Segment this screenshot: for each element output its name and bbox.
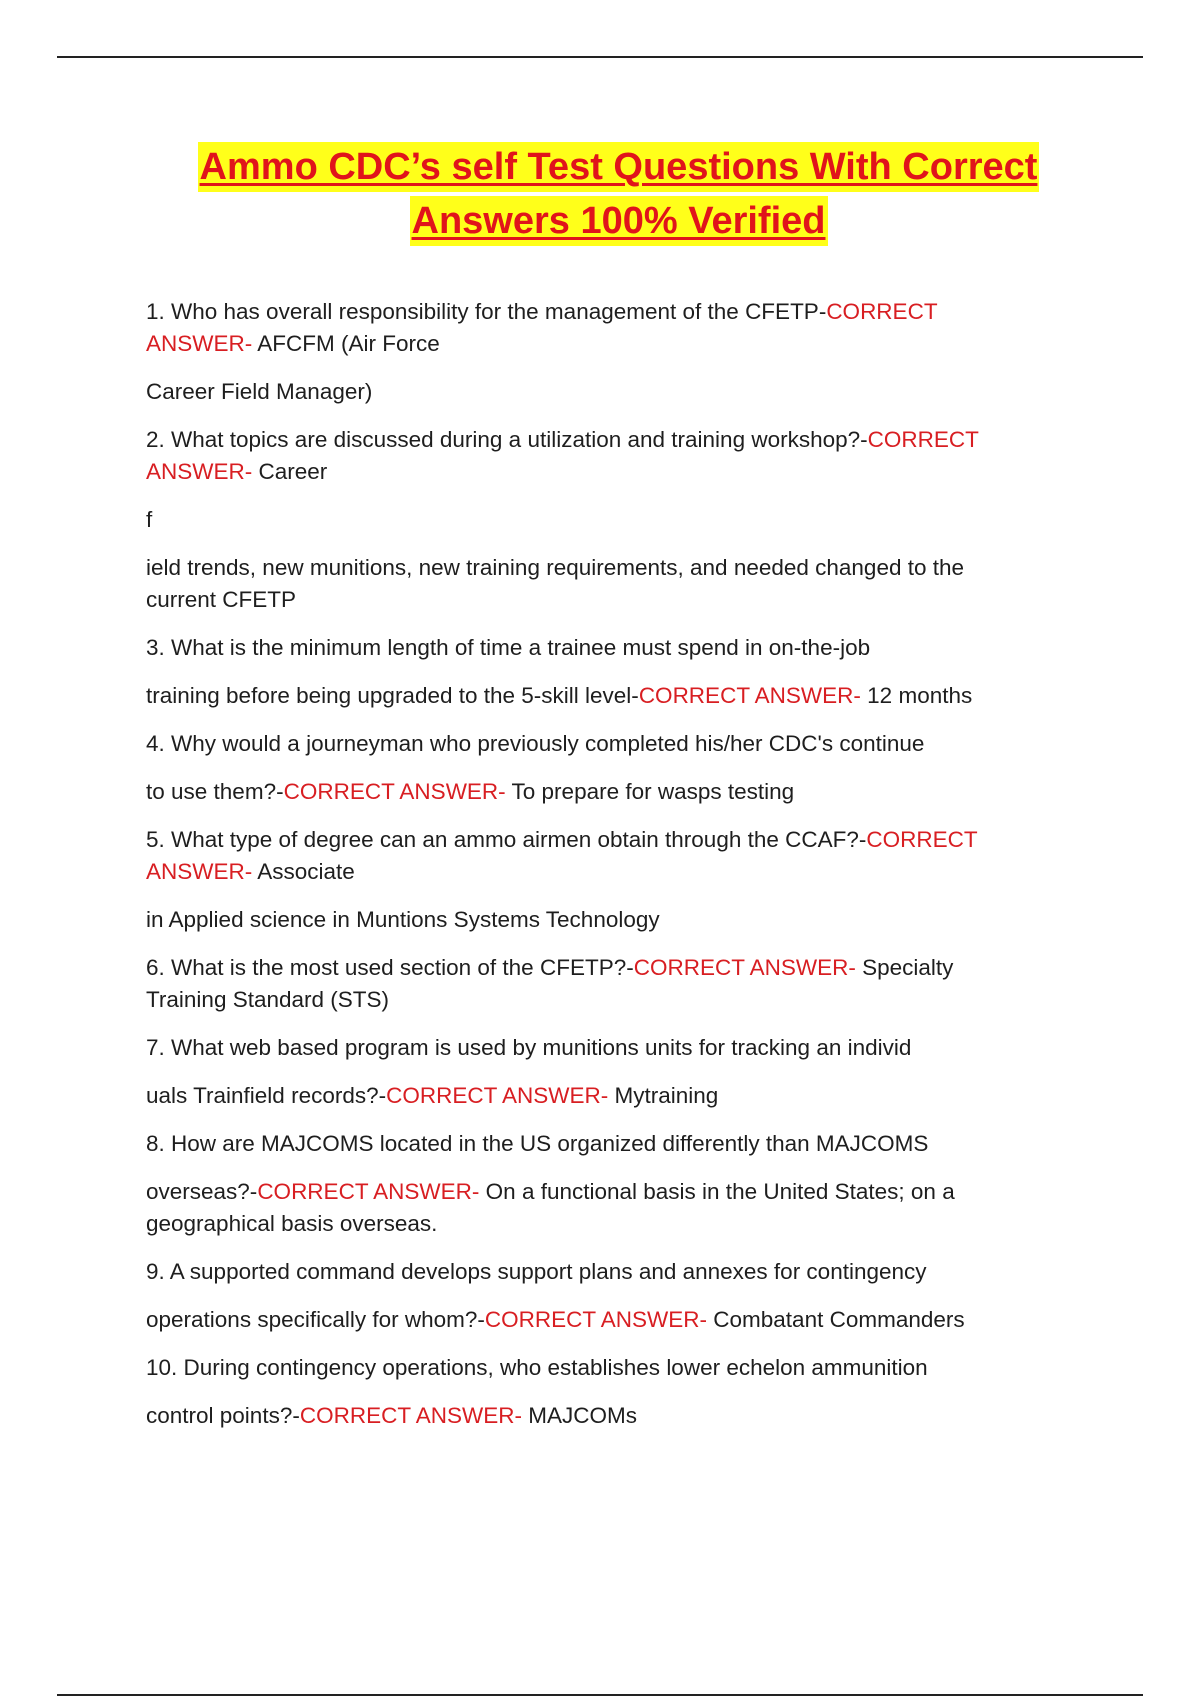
- text-line: [146, 904, 660, 936]
- text-line: [146, 1208, 437, 1240]
- text-segment: geographical basis overseas.: [146, 1211, 438, 1236]
- correct-answer-marker: CORRECT: [867, 427, 979, 452]
- text-segment: 10. During contingency operations, who establishes lower echelon ammunition: [146, 1355, 928, 1380]
- correct-answer-marker: CORRECT ANSWER-: [638, 683, 861, 708]
- text-line: [146, 424, 979, 456]
- title-line-2: Answers 100% Verified: [410, 196, 828, 246]
- text-line: [146, 1304, 965, 1336]
- text-segment: MAJCOMs: [521, 1403, 637, 1428]
- document-title: [140, 142, 1097, 250]
- correct-answer-marker: ANSWER-: [146, 459, 253, 484]
- title-line-1: Ammo CDC’s self Test Questions With Correct: [198, 142, 1040, 192]
- text-line: [146, 584, 296, 616]
- correct-answer-marker: CORRECT ANSWER-: [633, 955, 856, 980]
- text-line: [146, 376, 372, 408]
- text-line: [146, 1032, 911, 1064]
- correct-answer-marker: CORRECT ANSWER-: [257, 1179, 480, 1204]
- text-segment: in Applied science in Muntions Systems Technology: [146, 907, 660, 932]
- text-line: [146, 856, 355, 888]
- correct-answer-marker: CORRECT: [826, 299, 938, 324]
- text-segment: Career Field Manager): [146, 379, 373, 404]
- text-segment: 7. What web based program is used by munitions units for tracking an individ: [146, 1035, 912, 1060]
- text-line: [146, 1400, 637, 1432]
- correct-answer-marker: CORRECT: [866, 827, 978, 852]
- correct-answer-marker: CORRECT ANSWER-: [283, 779, 506, 804]
- text-segment: Associate: [252, 859, 355, 884]
- text-segment: To prepare for wasps testing: [505, 779, 795, 804]
- text-segment: 8. How are MAJCOMS located in the US organized differently than MAJCOMS: [146, 1131, 929, 1156]
- text-segment: 3. What is the minimum length of time a trainee must spend in on-the-job: [146, 635, 871, 660]
- text-segment: Specialty: [855, 955, 954, 980]
- text-line: [146, 632, 870, 664]
- correct-answer-marker: CORRECT ANSWER-: [299, 1403, 522, 1428]
- text-line: [146, 1128, 928, 1160]
- text-segment: ield trends, new munitions, new training requirements, and needed changed to the: [146, 555, 965, 580]
- text-line: [146, 824, 978, 856]
- correct-answer-marker: ANSWER-: [146, 859, 253, 884]
- text-segment: uals Trainfield records?-: [146, 1083, 387, 1108]
- text-segment: 6. What is the most used section of the CFETP?-: [146, 955, 634, 980]
- text-segment: overseas?-: [146, 1179, 258, 1204]
- text-line: [146, 296, 938, 328]
- text-segment: current CFETP: [146, 587, 297, 612]
- text-segment: 2. What topics are discussed during a utilization and training workshop?-: [146, 427, 868, 452]
- footer-rule: [57, 1694, 1143, 1696]
- text-segment: f: [146, 507, 153, 532]
- text-segment: to use them?-: [146, 779, 284, 804]
- text-line: [146, 776, 794, 808]
- correct-answer-marker: CORRECT ANSWER-: [386, 1083, 609, 1108]
- text-line: [146, 456, 327, 488]
- header-rule: [57, 56, 1143, 58]
- text-segment: control points?-: [146, 1403, 300, 1428]
- text-segment: 9. A supported command develops support plans and annexes for contingency: [146, 1259, 927, 1284]
- text-line: [146, 504, 152, 536]
- correct-answer-marker: CORRECT ANSWER-: [484, 1307, 708, 1332]
- text-segment: Training Standard (STS): [146, 987, 390, 1012]
- text-line: [146, 328, 440, 360]
- text-line: [146, 952, 953, 984]
- text-segment: Career: [252, 459, 328, 484]
- text-segment: 1. Who has overall responsibility for the management of the CFETP-: [146, 299, 827, 324]
- text-segment: 12 months: [860, 683, 973, 708]
- text-segment: AFCFM (Air Force: [252, 331, 440, 356]
- text-line: [146, 1080, 718, 1112]
- text-line: [146, 984, 389, 1016]
- text-line: [146, 552, 964, 584]
- text-line: [146, 1352, 928, 1384]
- text-line: [146, 728, 924, 760]
- text-segment: 4. Why would a journeyman who previously completed his/her CDC's continue: [146, 731, 925, 756]
- text-segment: Combatant Commanders: [707, 1307, 965, 1332]
- text-segment: operations specifically for whom?-: [146, 1307, 485, 1332]
- text-segment: On a functional basis in the United States; on a: [479, 1179, 955, 1204]
- text-segment: training before being upgraded to the 5-skill level-: [146, 683, 639, 708]
- correct-answer-marker: ANSWER-: [146, 331, 253, 356]
- text-line: [146, 1176, 955, 1208]
- text-segment: 5. What type of degree can an ammo airmen obtain through the CCAF?-: [146, 827, 867, 852]
- text-segment: Mytraining: [608, 1083, 719, 1108]
- text-line: [146, 680, 972, 712]
- text-line: [146, 1256, 927, 1288]
